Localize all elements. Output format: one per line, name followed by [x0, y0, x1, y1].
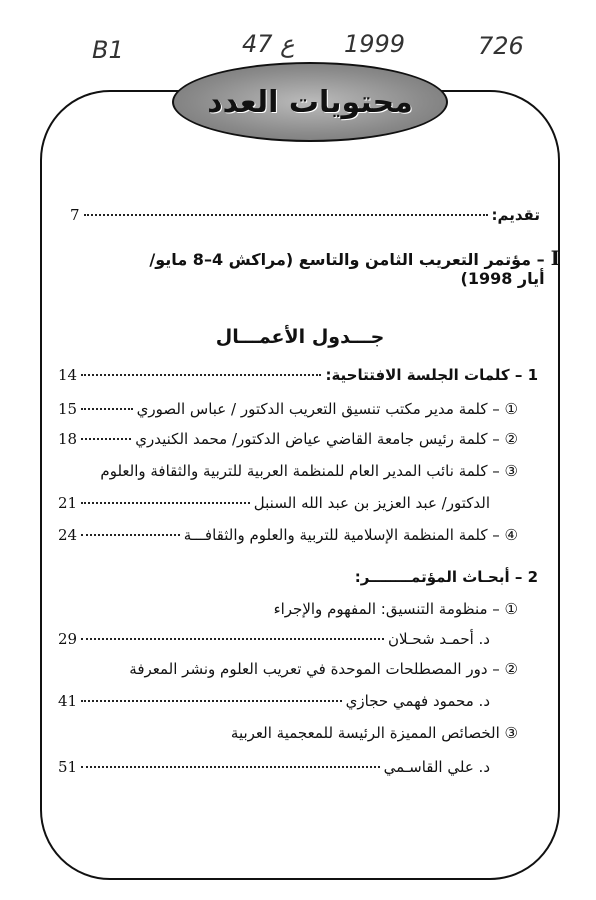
- title-banner: [172, 62, 448, 142]
- toc-part2: [58, 568, 538, 586]
- agenda-title: جـــدول الأعمـــال: [215, 326, 385, 348]
- toc-intro-label: تقديم:: [491, 206, 540, 224]
- page-title: محتويات العدد: [207, 84, 413, 120]
- dot-leader: [81, 408, 133, 410]
- toc-item-text: د. أحمـد شحـلان: [388, 630, 490, 648]
- toc-part2-label: 2 – أبحـاث المؤتمــــــــر:: [354, 568, 538, 586]
- toc-item-text: د. محمود فهمي حجازي: [345, 692, 490, 710]
- toc-item-text: ① – كلمة مدير مكتب تنسيق التعريب الدكتور / عباس الصوري: [136, 400, 518, 418]
- handwritten-issue: 47 ع: [242, 30, 295, 58]
- toc-item-text: ③ الخصائص المميزة الرئيسة للمعجمية العربية: [230, 724, 518, 742]
- dot-leader: [81, 374, 321, 376]
- dot-leader: [81, 502, 250, 504]
- toc-intro: [70, 206, 540, 224]
- toc-item-2-3b: [58, 758, 490, 776]
- toc-item-2-2b: [58, 692, 490, 710]
- toc-part1-page: 14: [58, 366, 78, 384]
- toc-item-1-3b: [58, 494, 490, 512]
- toc-item-page: 18: [58, 430, 78, 448]
- dot-leader: [81, 438, 131, 440]
- toc-item-page: 41: [58, 692, 78, 710]
- dot-leader: [81, 766, 379, 768]
- toc-item-page: 29: [58, 630, 78, 648]
- toc-part1: [58, 366, 538, 384]
- section-title: – مؤتمر التعريب الثامن والتاسع (مراكش 4–8 مايو/أيار 1998): [149, 250, 545, 288]
- toc-part1-label: 1 – كلمات الجلسة الافتتاحية:: [325, 366, 538, 384]
- dot-leader: [81, 700, 342, 702]
- handwritten-code: B1: [92, 36, 124, 64]
- toc-item-text: ③ – كلمة نائب المدير العام للمنظمة العربية للتربية والثقافة والعلوم: [100, 462, 518, 480]
- section-heading: [130, 246, 560, 288]
- dot-leader: [84, 214, 488, 216]
- toc-intro-page: 7: [70, 206, 80, 224]
- toc-item-page: 21: [58, 494, 78, 512]
- handwritten-year: 1999: [344, 30, 406, 58]
- toc-item-page: 24: [58, 526, 78, 544]
- toc-item-page: 51: [58, 758, 78, 776]
- dot-leader: [81, 638, 384, 640]
- toc-item-2-3a: [58, 724, 518, 742]
- handwritten-ref: 726: [478, 32, 524, 60]
- dot-leader: [81, 534, 180, 536]
- toc-item-text: الدكتور/ عبد العزيز بن عبد الله السنبل: [253, 494, 490, 512]
- toc-item-text: د. علي القاسـمي: [383, 758, 490, 776]
- toc-item-page: 15: [58, 400, 78, 418]
- toc-item-2-1a: [58, 600, 518, 618]
- toc-item-1-1: [58, 400, 518, 418]
- toc-item-1-4: [58, 526, 518, 544]
- toc-item-text: ② – كلمة رئيس جامعة القاضي عياض الدكتور/ محمد الكنيدري: [135, 430, 518, 448]
- toc-item-2-2a: [58, 660, 518, 678]
- toc-item-text: ② – دور المصطلحات الموحدة في تعريب العلوم ونشر المعرفة: [129, 660, 518, 678]
- toc-item-1-2: [58, 430, 518, 448]
- toc-item-text: ④ – كلمة المنظمة الإسلامية للتربية والعلوم والثقافـــة: [183, 526, 518, 544]
- toc-item-text: ① – منظومة التنسيق: المفهوم والإجراء: [273, 600, 518, 618]
- toc-item-1-3a: [58, 462, 518, 480]
- toc-item-2-1b: [58, 630, 490, 648]
- section-numeral: I: [550, 246, 560, 270]
